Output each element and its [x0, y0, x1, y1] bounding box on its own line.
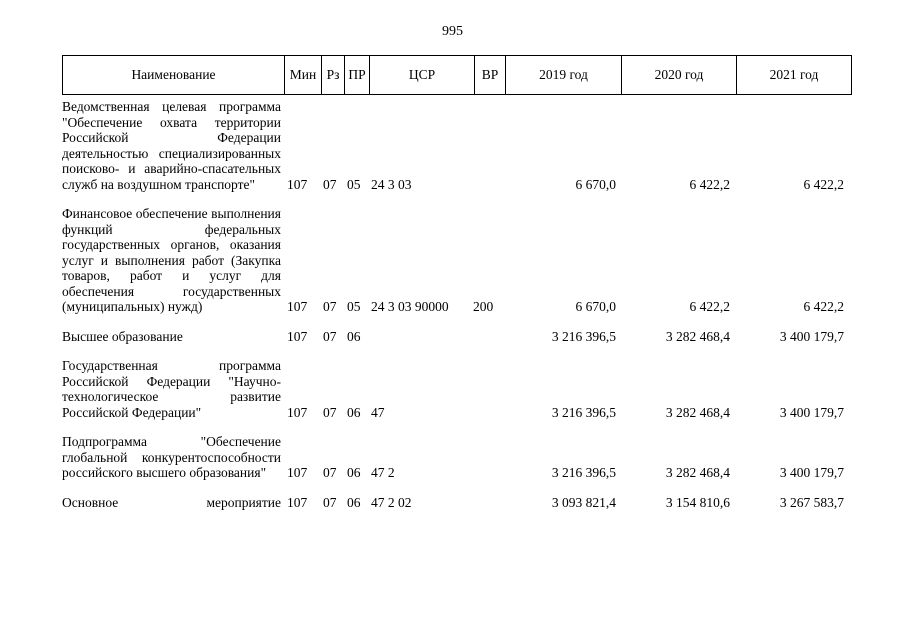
- row-name: Основное мероприятие: [62, 494, 281, 510]
- row-name: Государственная программа Российской Федерации "Научно-технологическое развитие Российской Федерации": [62, 358, 281, 420]
- row-2021: 6 422,2: [803, 176, 844, 192]
- row-2020: 6 422,2: [689, 176, 730, 192]
- row-vr: [473, 99, 503, 192]
- row-min: 107: [287, 328, 308, 344]
- row-vr: [473, 495, 503, 511]
- row-2021: 3 267 583,7: [779, 494, 844, 510]
- row-2021: 6 422,2: [803, 299, 844, 314]
- row-csr: 47 2: [371, 465, 395, 480]
- page-number: 995: [442, 24, 463, 39]
- row-2021: 3 400 179,7: [779, 465, 844, 480]
- row-min: 107: [287, 299, 308, 314]
- row-rz: 07: [323, 404, 337, 420]
- table-row: [62, 495, 846, 511]
- table-row: [62, 358, 846, 420]
- table-row: [62, 329, 846, 345]
- row-2019: 3 093 821,4: [551, 494, 616, 510]
- header-2019: 2019 год: [506, 56, 622, 95]
- row-2019: 6 670,0: [575, 299, 616, 314]
- row-vr: [473, 434, 503, 481]
- row-rz: 07: [323, 176, 337, 192]
- row-min: 107: [287, 494, 308, 510]
- row-2020: 6 422,2: [689, 299, 730, 314]
- header-csr: ЦСР: [370, 56, 475, 95]
- row-rz: 07: [323, 299, 337, 314]
- row-vr: [473, 329, 503, 345]
- row-rz: 07: [323, 328, 337, 344]
- row-name: Ведомственная целевая программа "Обеспечение охвата территории Российской Федерации деятельностью специализированных поисково- и аварийно-спасательных служб на воздушном транспорте": [62, 99, 281, 192]
- row-name: Высшее образование: [62, 328, 183, 344]
- row-csr: 47 2 02: [371, 494, 412, 510]
- table-row: [62, 434, 846, 481]
- row-csr: [369, 329, 473, 345]
- budget-table: [62, 99, 846, 510]
- table-header: [62, 55, 852, 95]
- row-pr: 05: [347, 176, 361, 192]
- row-csr: 24 3 03: [371, 176, 412, 192]
- row-2019: 3 216 396,5: [551, 465, 616, 480]
- row-2019: 6 670,0: [575, 176, 616, 192]
- header-2021: 2021 год: [737, 56, 852, 95]
- header-vr: ВР: [475, 56, 506, 95]
- row-name: Подпрограмма "Обеспечение глобальной конкурентоспособности российского высшего образования": [62, 434, 281, 480]
- row-csr: 24 3 03 90000: [371, 299, 449, 314]
- row-2021: 3 400 179,7: [779, 404, 844, 420]
- header-pr: ПР: [345, 56, 370, 95]
- row-pr: 05: [347, 299, 361, 314]
- row-rz: 07: [323, 465, 337, 480]
- row-name: Финансовое обеспечение выполнения функций федеральных государственных органов, оказания услуг и выполнения работ (Закупка товаров, работ и услуг для обеспечения государственных (муниципальных) нужд): [62, 206, 281, 314]
- table-row: [62, 99, 846, 192]
- row-pr: 06: [347, 465, 361, 480]
- header-name: Наименование: [63, 56, 285, 95]
- row-2020: 3 154 810,6: [665, 494, 730, 510]
- header-rz: Рз: [322, 56, 345, 95]
- row-rz: 07: [323, 494, 337, 510]
- row-pr: 06: [347, 494, 361, 510]
- row-vr: 200: [473, 299, 494, 314]
- row-pr: 06: [347, 328, 361, 344]
- row-2020: 3 282 468,4: [665, 404, 730, 420]
- header-min: Мин: [285, 56, 322, 95]
- row-pr: 06: [347, 404, 361, 420]
- table-row: [62, 206, 846, 315]
- row-2021: 3 400 179,7: [779, 328, 844, 344]
- row-2019: 3 216 396,5: [551, 404, 616, 420]
- row-min: 107: [287, 465, 308, 480]
- header-2020: 2020 год: [622, 56, 737, 95]
- row-csr: 47: [371, 404, 385, 420]
- row-min: 107: [287, 176, 308, 192]
- row-2020: 3 282 468,4: [665, 328, 730, 344]
- row-min: 107: [287, 404, 308, 420]
- row-vr: [473, 358, 503, 420]
- row-2019: 3 216 396,5: [551, 328, 616, 344]
- row-2020: 3 282 468,4: [665, 465, 730, 480]
